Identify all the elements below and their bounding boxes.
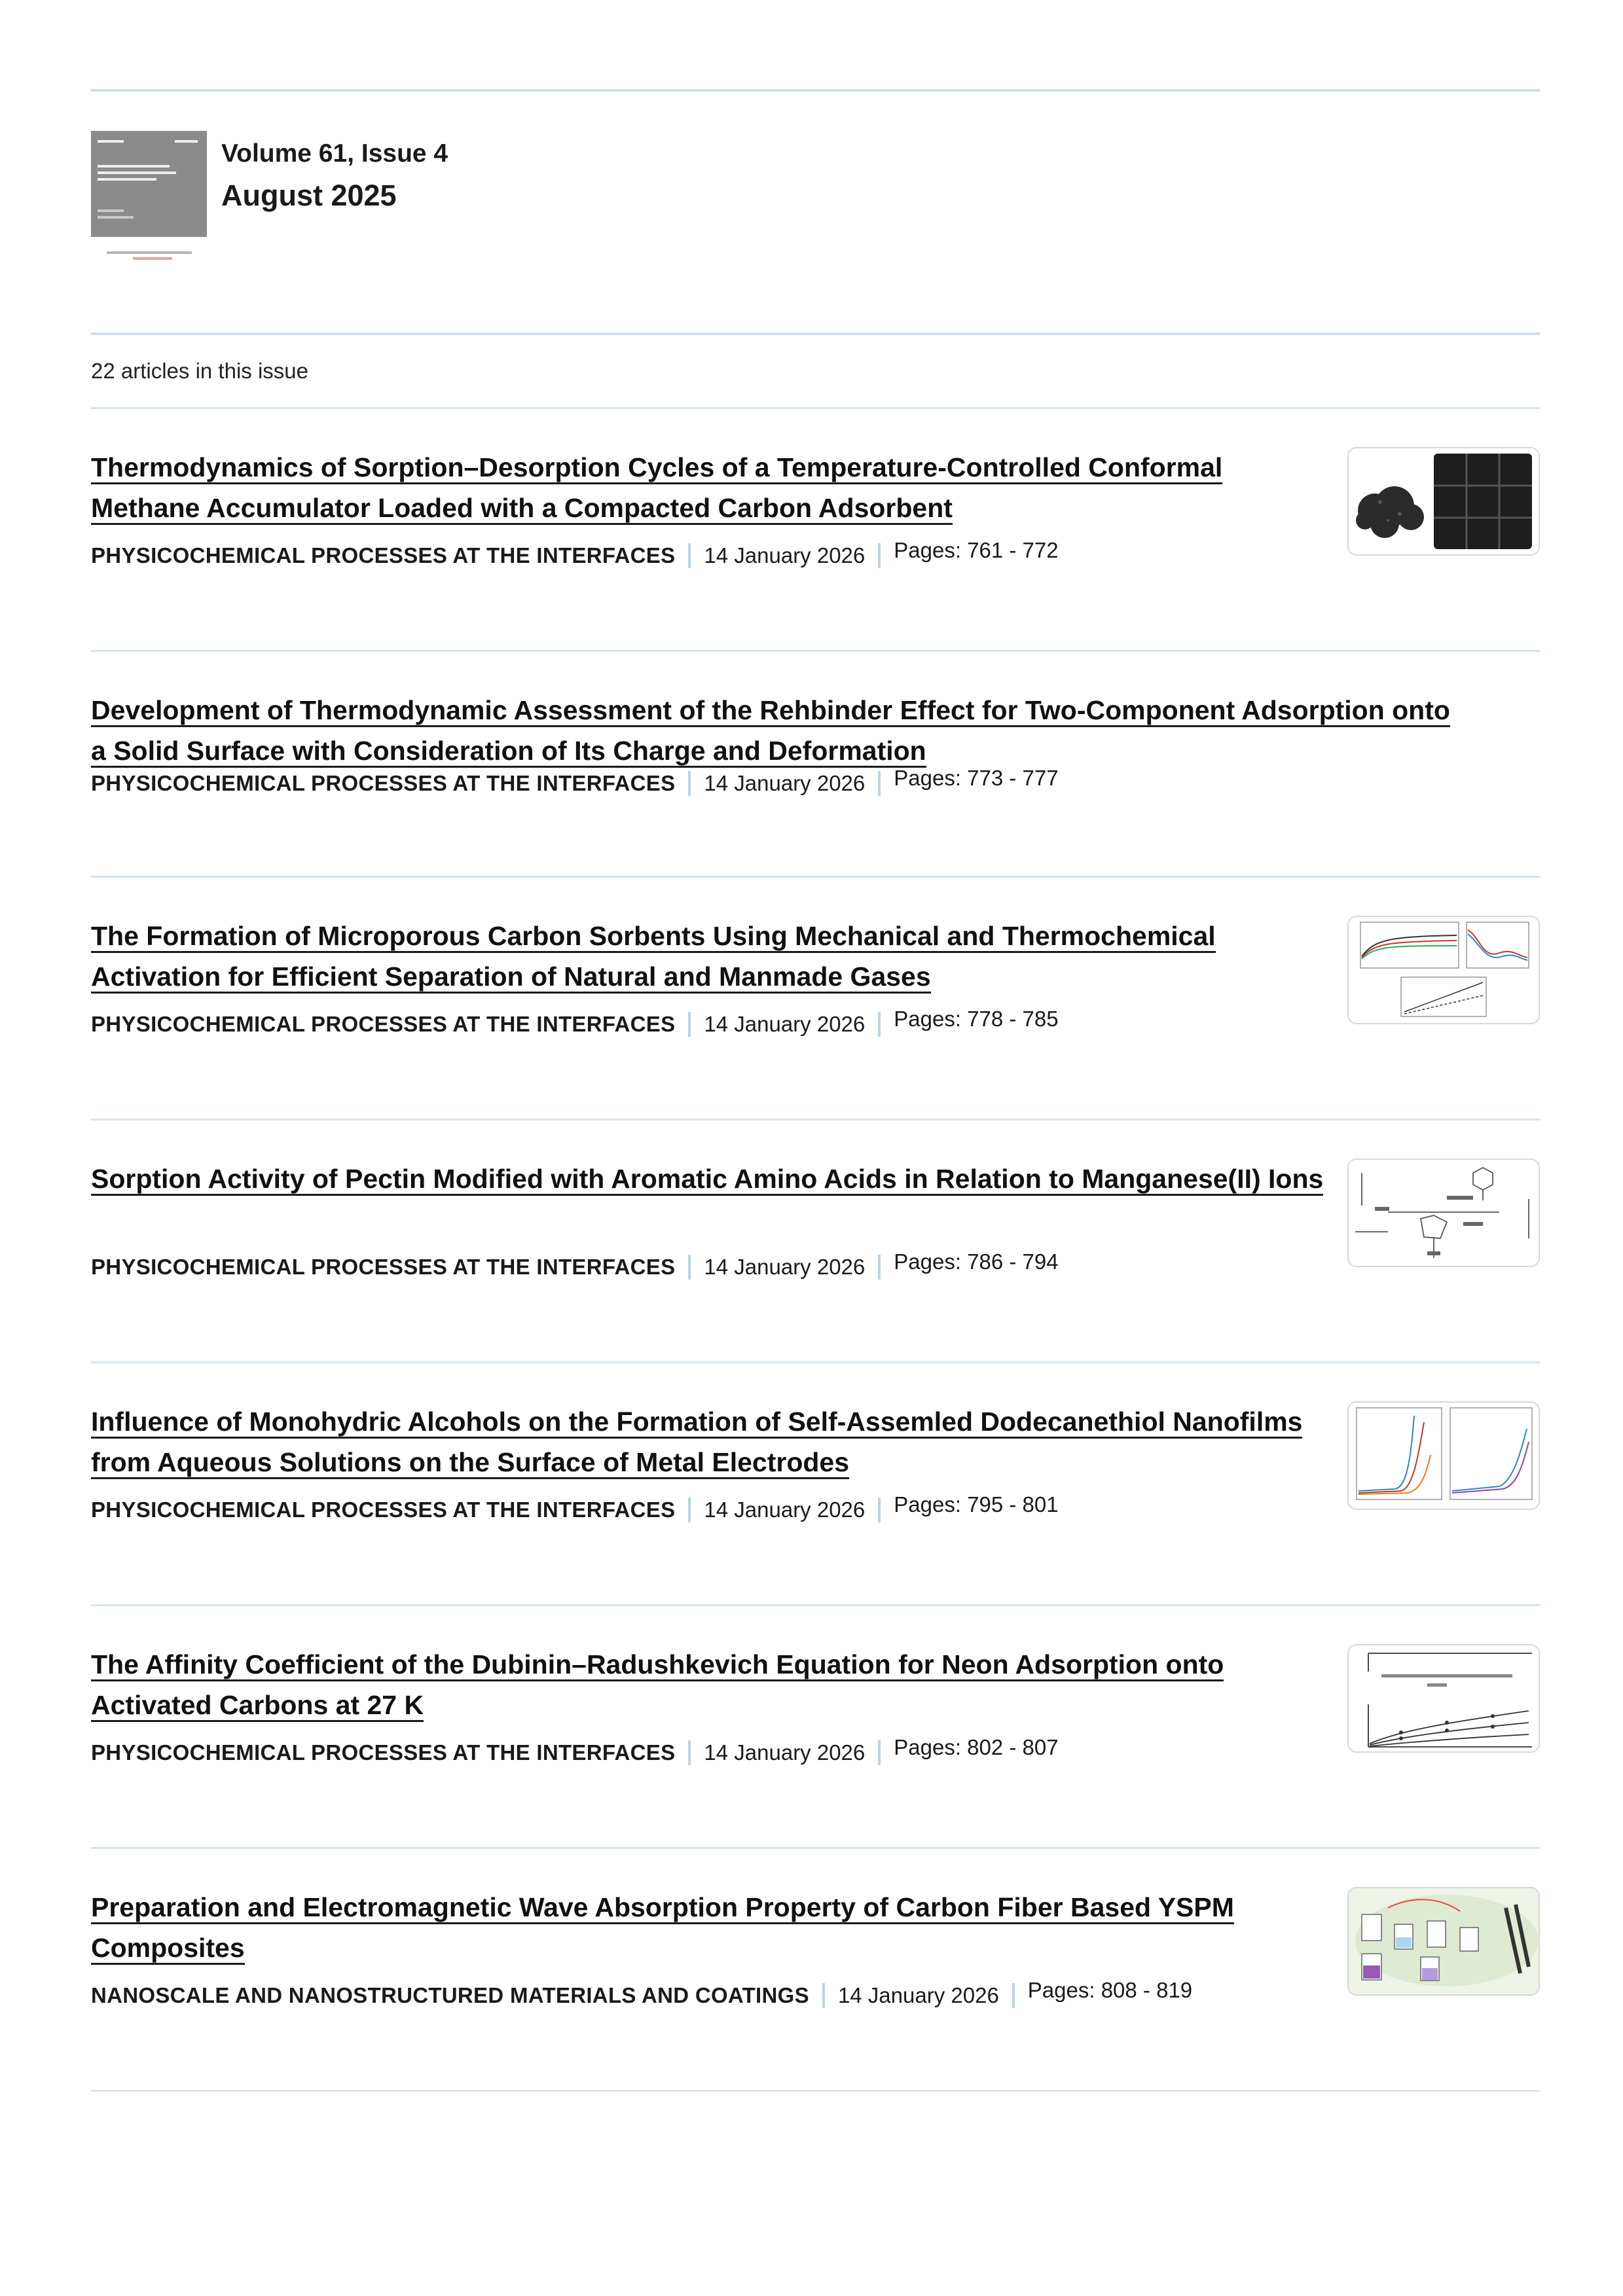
article-meta — [91, 1249, 1059, 1280]
divider — [91, 2090, 1540, 2092]
article-thumbnail[interactable] — [1347, 1644, 1540, 1753]
article-section: PHYSICOCHEMICAL PROCESSES AT THE INTERFACES — [91, 771, 676, 795]
article-title[interactable] — [91, 1401, 1335, 1482]
issue-volume: Volume 61, Issue 4 — [221, 139, 448, 168]
meta-separator — [878, 543, 881, 568]
article-meta — [91, 766, 1059, 796]
voltammetry-plots-image — [1349, 1403, 1539, 1509]
article-title-link[interactable]: Thermodynamics of Sorption–Desorption Cycles of a Temperature-Controlled Conformal Methane Accumulator Loaded with a Compacted Carbon Adsorbent — [91, 452, 1222, 525]
article-section: NANOSCALE AND NANOSTRUCTURED MATERIALS AND COATINGS — [91, 1983, 809, 2007]
meta-separator — [878, 1740, 881, 1765]
article-title[interactable] — [91, 1887, 1335, 1968]
article-date: 14 January 2026 — [704, 1012, 866, 1036]
meta-separator — [822, 1983, 825, 2008]
article-pages: Pages: 786 - 794 — [894, 1249, 1059, 1274]
article-thumbnail[interactable] — [1347, 1401, 1540, 1510]
meta-separator — [878, 771, 881, 796]
article-section: PHYSICOCHEMICAL PROCESSES AT THE INTERFACES — [91, 1255, 676, 1279]
carbon-adsorbent-image — [1349, 448, 1539, 554]
article-date: 14 January 2026 — [837, 1983, 999, 2007]
meta-separator — [688, 543, 691, 568]
article-meta — [91, 1978, 1193, 2008]
article-meta — [91, 1735, 1059, 1765]
article-title-link[interactable]: Sorption Activity of Pectin Modified with Aromatic Amino Acids in Relation to Manganese(II) Ions — [91, 1164, 1323, 1196]
meta-separator — [688, 1255, 691, 1280]
article-meta — [91, 1492, 1059, 1522]
article-title-link[interactable]: The Formation of Microporous Carbon Sorbents Using Mechanical and Thermochemical Activation for Efficient Separation of Natural and Manmade Gases — [91, 921, 1216, 994]
journal-cover-image[interactable] — [91, 131, 207, 266]
meta-separator — [1012, 1983, 1015, 2008]
article-section: PHYSICOCHEMICAL PROCESSES AT THE INTERFACES — [91, 1740, 676, 1765]
articles-count: 22 articles in this issue — [91, 359, 308, 383]
sorption-plots-image — [1349, 917, 1539, 1023]
article-pages: Pages: 761 - 772 — [894, 538, 1059, 562]
article-item — [91, 652, 1540, 876]
issue-date: August 2025 — [221, 179, 397, 212]
article-thumbnail[interactable] — [1347, 447, 1540, 556]
article-date: 14 January 2026 — [704, 1498, 866, 1522]
article-item — [91, 409, 1540, 650]
article-item — [91, 1606, 1540, 1847]
publisher-logo — [107, 251, 192, 266]
synthesis-scheme-image — [1349, 1888, 1539, 1994]
article-date: 14 January 2026 — [704, 771, 866, 795]
issue-page — [91, 0, 1540, 2092]
article-title[interactable] — [91, 1644, 1335, 1725]
article-pages: Pages: 773 - 777 — [894, 766, 1059, 790]
chemical-structure-image — [1349, 1160, 1539, 1266]
meta-separator — [688, 1498, 691, 1522]
article-section: PHYSICOCHEMICAL PROCESSES AT THE INTERFACES — [91, 543, 676, 567]
meta-separator — [878, 1255, 881, 1280]
article-title[interactable] — [91, 1158, 1335, 1199]
article-thumbnail[interactable] — [1347, 1158, 1540, 1267]
article-title[interactable] — [91, 447, 1335, 528]
article-section: PHYSICOCHEMICAL PROCESSES AT THE INTERFACES — [91, 1012, 676, 1036]
article-title-link[interactable]: Development of Thermodynamic Assessment of the Rehbinder Effect for Two-Component Adsorption onto a Solid Surface with Consideration of Its Charge and Deformation — [91, 695, 1450, 768]
meta-separator — [688, 1740, 691, 1765]
article-item — [91, 1849, 1540, 2090]
meta-separator — [688, 1012, 691, 1037]
article-meta — [91, 538, 1059, 568]
meta-separator — [878, 1012, 881, 1037]
article-item — [91, 878, 1540, 1119]
article-item — [91, 1121, 1540, 1361]
article-title-link[interactable]: Influence of Monohydric Alcohols on the Formation of Self-Assemled Dodecanethiol Nanofilms from Aqueous Solutions on the Surface of Metal Electrodes — [91, 1407, 1302, 1479]
article-pages: Pages: 802 - 807 — [894, 1735, 1059, 1759]
meta-separator — [878, 1498, 881, 1522]
article-pages: Pages: 808 - 819 — [1027, 1978, 1193, 2002]
article-section: PHYSICOCHEMICAL PROCESSES AT THE INTERFACES — [91, 1498, 676, 1522]
issue-header — [91, 92, 1540, 332]
article-thumbnail[interactable] — [1347, 1887, 1540, 1996]
article-pages: Pages: 778 - 785 — [894, 1007, 1059, 1031]
article-date: 14 January 2026 — [704, 543, 866, 567]
meta-separator — [688, 771, 691, 796]
article-date: 14 January 2026 — [704, 1255, 866, 1279]
adsorption-isotherms-image — [1349, 1645, 1539, 1751]
article-item — [91, 1363, 1540, 1604]
article-meta — [91, 1007, 1059, 1037]
article-title[interactable] — [91, 916, 1335, 997]
article-title-link[interactable]: The Affinity Coefficient of the Dubinin–Radushkevich Equation for Neon Adsorption onto Activated Carbons at 27 K — [91, 1649, 1224, 1722]
article-title-link[interactable]: Preparation and Electromagnetic Wave Absorption Property of Carbon Fiber Based YSPM Composites — [91, 1892, 1234, 1965]
article-title[interactable] — [91, 690, 1459, 771]
article-thumbnail[interactable] — [1347, 916, 1540, 1024]
article-date: 14 January 2026 — [704, 1740, 866, 1765]
article-pages: Pages: 795 - 801 — [894, 1492, 1059, 1516]
